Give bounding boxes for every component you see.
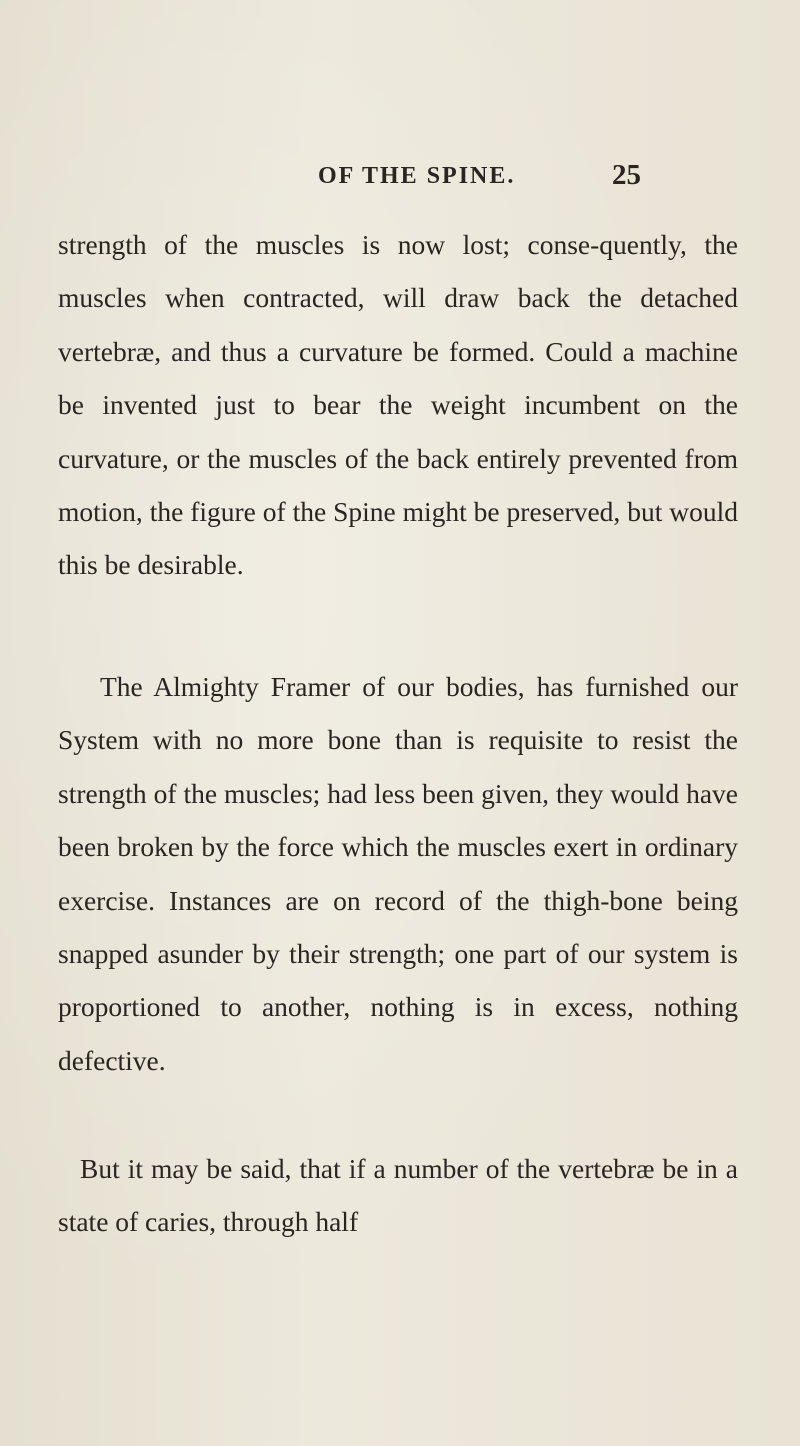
paragraph-1: strength of the muscles is now lost; conse-quently, the muscles when contracted, will draw back the detached vertebræ, and thus a curvature be formed. Could a machine be invented just to bear the weight incumbent on the curvature, or the muscles of the back entirely prevented from motion, the figure of the Spine might be preserved, but would this be desirable. <box>58 229 738 581</box>
paragraph-2: The Almighty Framer of our bodies, has furnished our System with no more bone than is requisite to resist the strength of the muscles; had less been given, they would have been broken by the force which the muscles exert in ordinary exercise. Instances are on record of the thigh-bone being snapped asunder by their strength; one part of our system is proportioned to another, nothing is in excess, nothing defective. <box>58 671 738 1076</box>
running-head-title: OF THE SPINE. <box>318 163 516 189</box>
paragraph-3: But it may be said, that if a number of the vertebræ be in a state of caries, through half <box>58 1153 738 1238</box>
page-number: 25 <box>612 159 641 191</box>
running-head <box>0 159 800 203</box>
